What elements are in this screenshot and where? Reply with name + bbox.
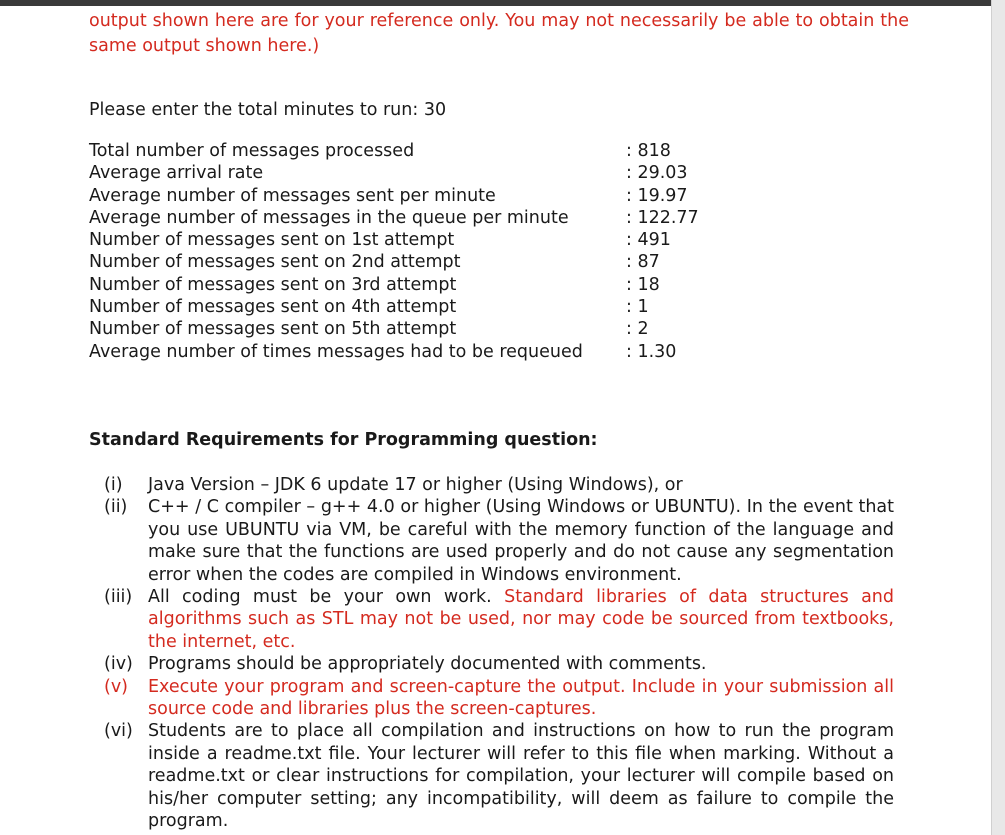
item-number: (iv) — [104, 654, 133, 675]
stat-label: Average arrival rate — [89, 163, 264, 184]
stat-label: Number of messages sent on 1st attempt — [89, 230, 455, 251]
document-page — [0, 6, 990, 835]
stat-label: Average number of times messages had to be requeued — [89, 341, 583, 362]
item-text-plain: All coding must be your own work. — [148, 587, 505, 608]
output-stats — [89, 140, 699, 363]
list-item — [104, 676, 894, 721]
stat-label: Number of messages sent on 2nd attempt — [89, 252, 461, 273]
stat-value: : 2 — [626, 319, 649, 340]
list-item — [104, 496, 894, 586]
stat-label: Average number of messages sent per minute — [89, 185, 496, 206]
list-item — [104, 653, 894, 675]
stat-label: Average number of messages in the queue per minute — [89, 207, 569, 228]
item-text-highlight: Standard libraries of data structures and algorithms such as STL may not be used, nor may code be sourced from textbooks, the internet, etc. — [148, 587, 894, 652]
stat-label: Number of messages sent on 3rd attempt — [89, 274, 457, 295]
stat-label: Total number of messages processed — [89, 141, 415, 161]
stat-value: : 87 — [626, 252, 660, 273]
requirements-title: Standard Requirements for Programming question: — [89, 430, 598, 450]
stat-value: : 18 — [626, 274, 660, 295]
item-text: Students are to place all compilation and instructions on how to run the program inside a readme.txt file. Your lecturer will refer to this file when marking. Without a readme.txt or clear instructions for compilation, your lecturer will compile based on his/her computer setting; any incompatibility, will deem as failure to compile the program. — [148, 721, 894, 832]
stat-row — [89, 140, 699, 162]
item-number: (ii) — [104, 497, 128, 518]
stat-value: : 122.77 — [626, 207, 699, 228]
item-number: (vi) — [104, 721, 133, 742]
stat-row — [89, 274, 699, 296]
stat-value: : 1.30 — [626, 341, 677, 362]
item-number: (i) — [104, 475, 123, 495]
stat-value: : 19.97 — [626, 185, 688, 206]
viewer-scrollbar[interactable] — [991, 0, 1005, 835]
stat-label: Number of messages sent on 5th attempt — [89, 319, 457, 340]
list-item — [104, 720, 894, 832]
stat-row — [89, 185, 699, 207]
item-number: (iii) — [104, 587, 133, 608]
list-item — [104, 474, 894, 496]
intro-note: output shown here are for your reference only. You may not necessarily be able to obtain the same output shown here.) — [89, 11, 909, 56]
item-text — [148, 586, 894, 653]
stat-row — [89, 341, 699, 363]
stat-row — [89, 207, 699, 229]
item-number: (v) — [104, 676, 129, 697]
stat-value: : 29.03 — [626, 163, 688, 184]
requirements-list — [104, 474, 894, 833]
list-item — [104, 586, 894, 653]
item-text: Execute your program and screen-capture the output. Include in your submission all source code and libraries plus the screen-captures. — [148, 676, 894, 720]
item-text: C++ / C compiler – g++ 4.0 or higher (Using Windows or UBUNTU). In the event that you use UBUNTU via VM, be careful with the memory function of the language and make sure that the functions are used properly and do not cause any segmentation error when the codes are compiled in Windows environment. — [148, 497, 894, 585]
stat-row — [89, 318, 699, 340]
stat-row — [89, 296, 699, 318]
stat-value: : 818 — [626, 141, 671, 161]
stat-row — [89, 251, 699, 273]
stat-value: : 491 — [626, 230, 671, 251]
stat-row — [89, 229, 699, 251]
stat-value: : 1 — [626, 297, 649, 318]
stat-label: Number of messages sent on 4th attempt — [89, 297, 457, 318]
item-text: Java Version – JDK 6 update 17 or higher (Using Windows), or — [148, 475, 683, 495]
stat-row — [89, 162, 699, 184]
item-text: Programs should be appropriately documented with comments. — [148, 654, 707, 675]
run-prompt: Please enter the total minutes to run: 30 — [89, 100, 447, 120]
